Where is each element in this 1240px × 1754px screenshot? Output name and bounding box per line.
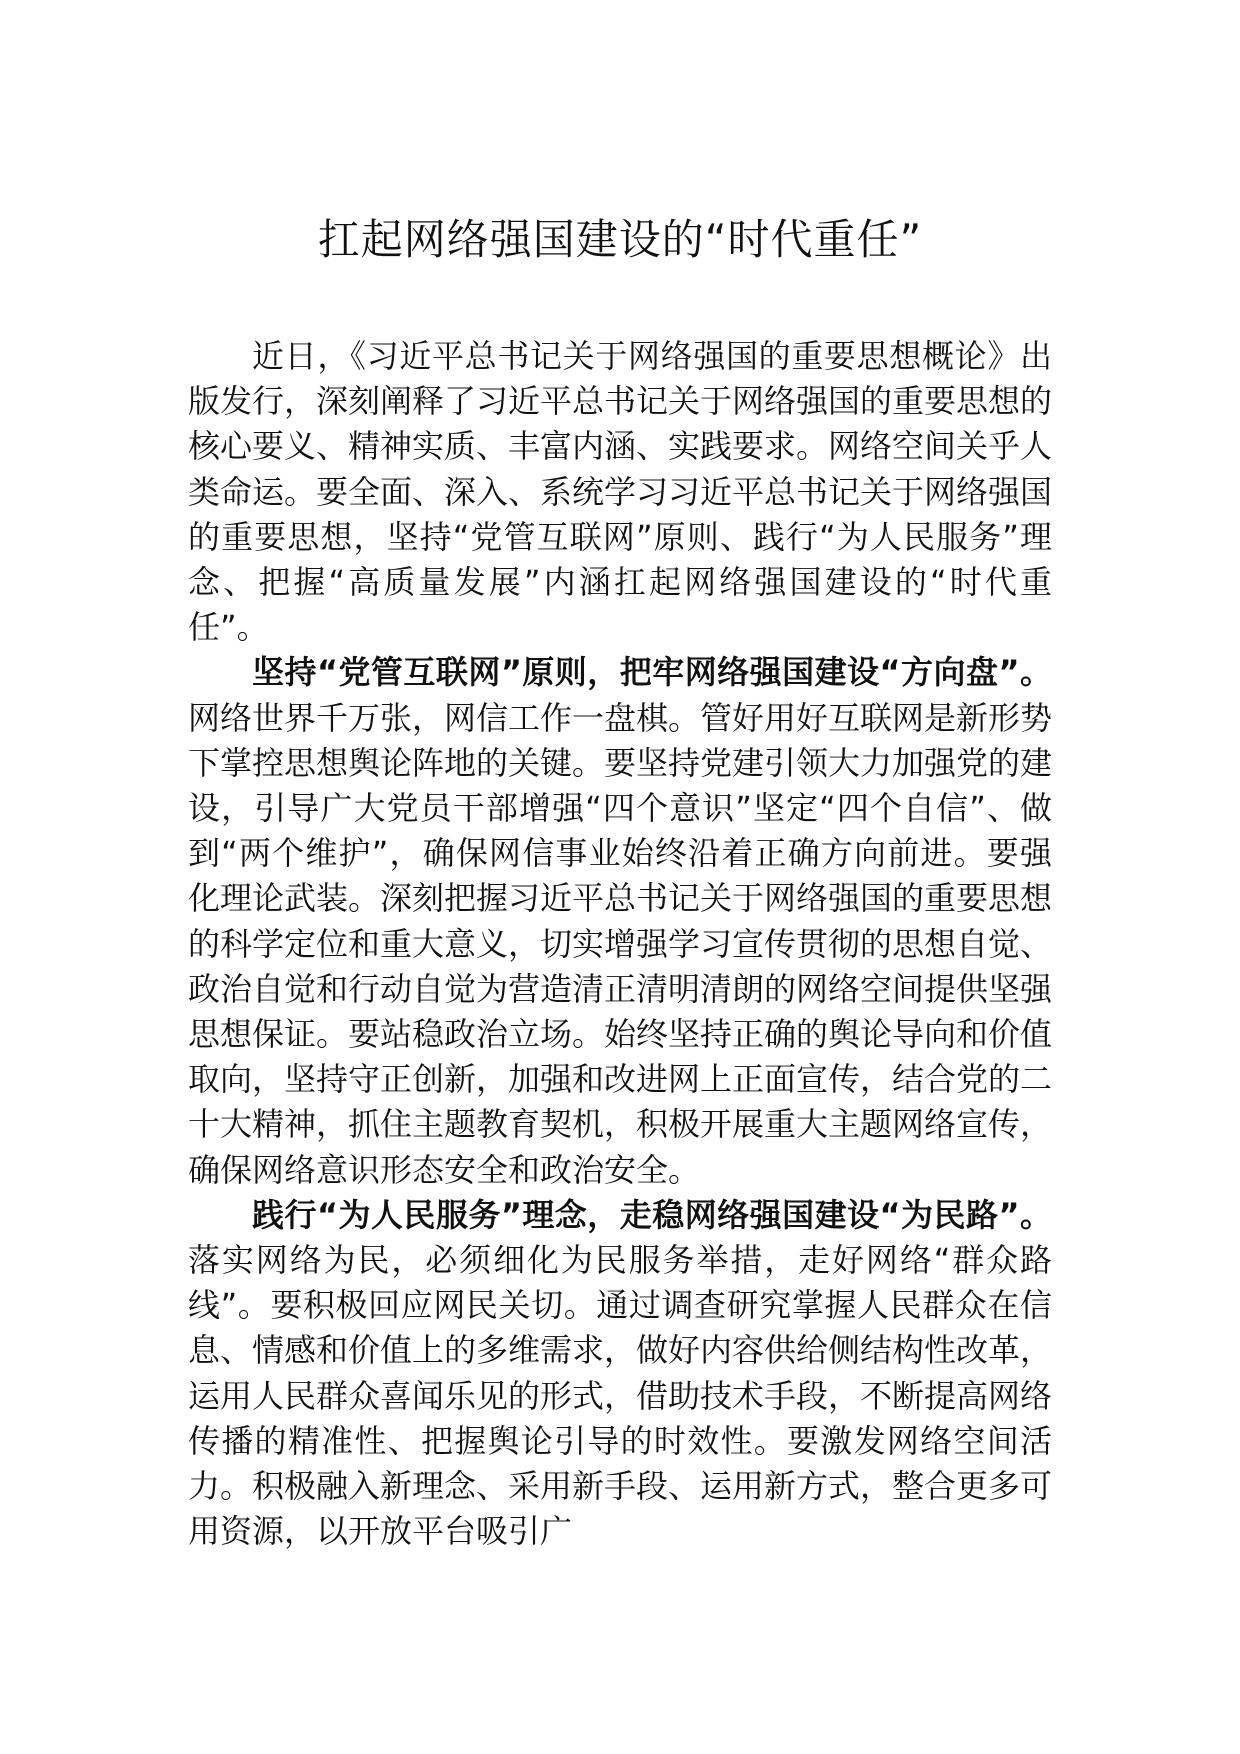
- document-title: 扛起网络强国建设的“时代重任”: [317, 215, 923, 264]
- paragraph-text: 网络世界千万张，网信工作一盘棋。管好用好互联网是新形势下掌控思想舆论阵地的关键。要坚持党建引领大力加强党的建设，引导广大党员干部增强“四个意识”坚定“四个自信”、做到“两个维护”，确保网信事业始终沿着正确方向前进。要强化理论武装。深刻把握习近平总书记关于网络强国的重要思想的科学定位和重大意义，切实增强学习宣传贯彻的思想自觉、政治自觉和行动自觉为营造清正清明清朗的网络空间提供坚强思想保证。要站稳政治立场。始终坚持正确的舆论导向和价值取向，坚持守正创新，加强和改进网上正面宣传，结合党的二十大精神，抓住主题教育契机，积极开展重大主题网络宣传，确保网络意识形态安全和政治安全。: [188, 698, 1053, 1189]
- document-body: [188, 334, 1052, 1554]
- paragraph-serve-people: [188, 1193, 1052, 1555]
- paragraph-text: 近日，《习近平总书记关于网络强国的重要思想概论》出版发行，深刻阐释了习近平总书记关于网络强国的重要思想的核心要义、精神实质、丰富内涵、实践要求。网络空间关乎人类命运。要全面、深入、系统学习习近平总书记关于网络强国的重要思想，坚持“党管互联网”原则、践行“为人民服务”理念、把握“高质量发展”内涵扛起网络强国建设的“时代重任”。: [188, 337, 1053, 647]
- paragraph-party-leadership: [188, 650, 1052, 1192]
- paragraph-lead: 坚持“党管互联网”原则，把牢网络强国建设“方向盘”。: [252, 653, 1052, 692]
- paragraph-lead: 践行“为人民服务”理念，走稳网络强国建设“为民路”。: [252, 1195, 1052, 1234]
- paragraph-text: 落实网络为民，必须细化为民服务举措，走好网络“群众路线”。要积极回应网民关切。通过调查研究掌握人民群众在信息、情感和价值上的多维需求，做好内容供给侧结构性改革，运用人民群众喜闻乐见的形式，借助技术手段，不断提高网络传播的精准性、把握舆论引导的时效性。要激发网络空间活力。积极融入新理念、采用新手段、运用新方式，整合更多可用资源，以开放平台吸引广: [188, 1241, 1053, 1551]
- paragraph-intro: [188, 334, 1052, 650]
